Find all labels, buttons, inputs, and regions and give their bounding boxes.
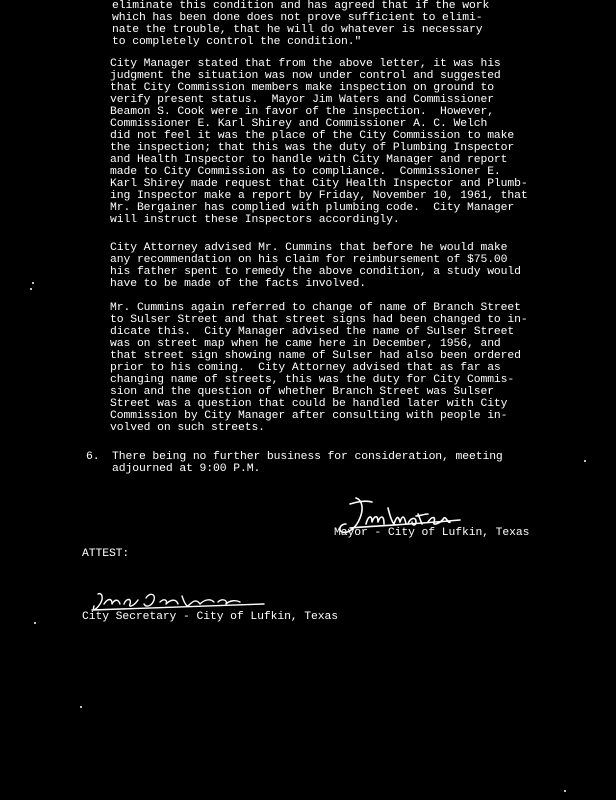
text-line: to Sulser Street and that street signs had been changed to in- (110, 314, 528, 326)
text-line: which has been done does not prove sufficient to elimi- (112, 12, 483, 24)
text-line: Commissioner E. Karl Shirey and Commissioner A. C. Welch (110, 118, 488, 130)
scan-speck (80, 706, 82, 708)
text-line: City Attorney advised Mr. Cummins that before he would make (110, 242, 508, 254)
text-line: made to City Commission as to compliance. Commissioner E. (110, 166, 501, 178)
item-number-text: 6. (86, 451, 100, 463)
paragraph-intro (112, 0, 489, 48)
secretary-caption-block (82, 611, 338, 623)
paragraph-cummins (110, 302, 528, 434)
scan-speck (564, 790, 566, 792)
text-line: have to be made of the facts involved. (110, 278, 366, 290)
scan-speck (584, 460, 586, 462)
text-line: was on street map when he came here in December, 1956, and (110, 338, 501, 350)
scan-speck (30, 288, 32, 290)
text-line: Street was a question that could be handled later with City (110, 398, 508, 410)
text-line: City Manager stated that from the above letter, it was his (110, 58, 501, 70)
text-line: judgment the situation was now under control and suggested (110, 70, 501, 82)
text-line: Beamon S. Cook were in favor of the inspection. However, (110, 106, 494, 118)
text-line: verify present status. Mayor Jim Waters and Commissioner (110, 94, 494, 106)
text-line: his father spent to remedy the above condition, a study would (110, 266, 521, 278)
item-number (86, 451, 99, 463)
text-line: Mr. Bergainer has complied with plumbing code. City Manager (110, 202, 515, 214)
text-line: changing name of streets, this was the duty for City Commis- (110, 374, 515, 386)
text-line: volved on such streets. (110, 422, 265, 434)
text-line: Karl Shirey made request that City Health Inspector and Plumb- (110, 178, 528, 190)
text-line: any recommendation on his claim for reimbursement of $75.00 (110, 254, 508, 266)
text-line: to completely control the condition." (112, 36, 362, 48)
text-line: that street sign showing name of Sulser had also been ordered (110, 350, 521, 362)
text-line: Commission by City Manager after consulting with people in- (110, 410, 508, 422)
text-line: sion and the question of whether Branch Street was Sulser (110, 386, 494, 398)
scan-speck (32, 282, 34, 284)
text-line: Mr. Cummins again referred to change of name of Branch Street (110, 302, 521, 314)
text-line: adjourned at 9:00 P.M. (112, 463, 261, 475)
text-line: the inspection; that this was the duty of Plumbing Inspector (110, 142, 515, 154)
scan-speck (34, 622, 36, 624)
text-line: There being no further business for consideration, meeting (112, 451, 503, 463)
text-line: that City Commission members make inspection on ground to (110, 82, 494, 94)
text-line: prior to his coming. City Attorney advised that as far as (110, 362, 501, 374)
text-line: nate the trouble, that he will do whatever is necessary (112, 24, 483, 36)
text-line: will instruct these Inspectors accordingly. (110, 214, 400, 226)
paragraph-city-attorney (110, 242, 521, 290)
text-line: eliminate this condition and has agreed that if the work (112, 0, 490, 12)
text-line: did not feel it was the place of the City Commission to make (110, 130, 515, 142)
paragraph-adjourn (112, 451, 503, 475)
paragraph-city-manager (110, 58, 528, 226)
text-line: ing Inspector make a report by Friday, November 10, 1961, that (110, 190, 528, 202)
secretary-caption: City Secretary - City of Lufkin, Texas (82, 611, 338, 623)
text-line: and Health Inspector to handle with City Manager and report (110, 154, 508, 166)
text-line: dicate this. City Manager advised the name of Sulser Street (110, 326, 515, 338)
attest-block (82, 548, 129, 560)
mayor-caption-block (334, 527, 529, 539)
attest-label: ATTEST: (82, 548, 130, 560)
mayor-caption: Mayor - City of Lufkin, Texas (334, 527, 530, 539)
